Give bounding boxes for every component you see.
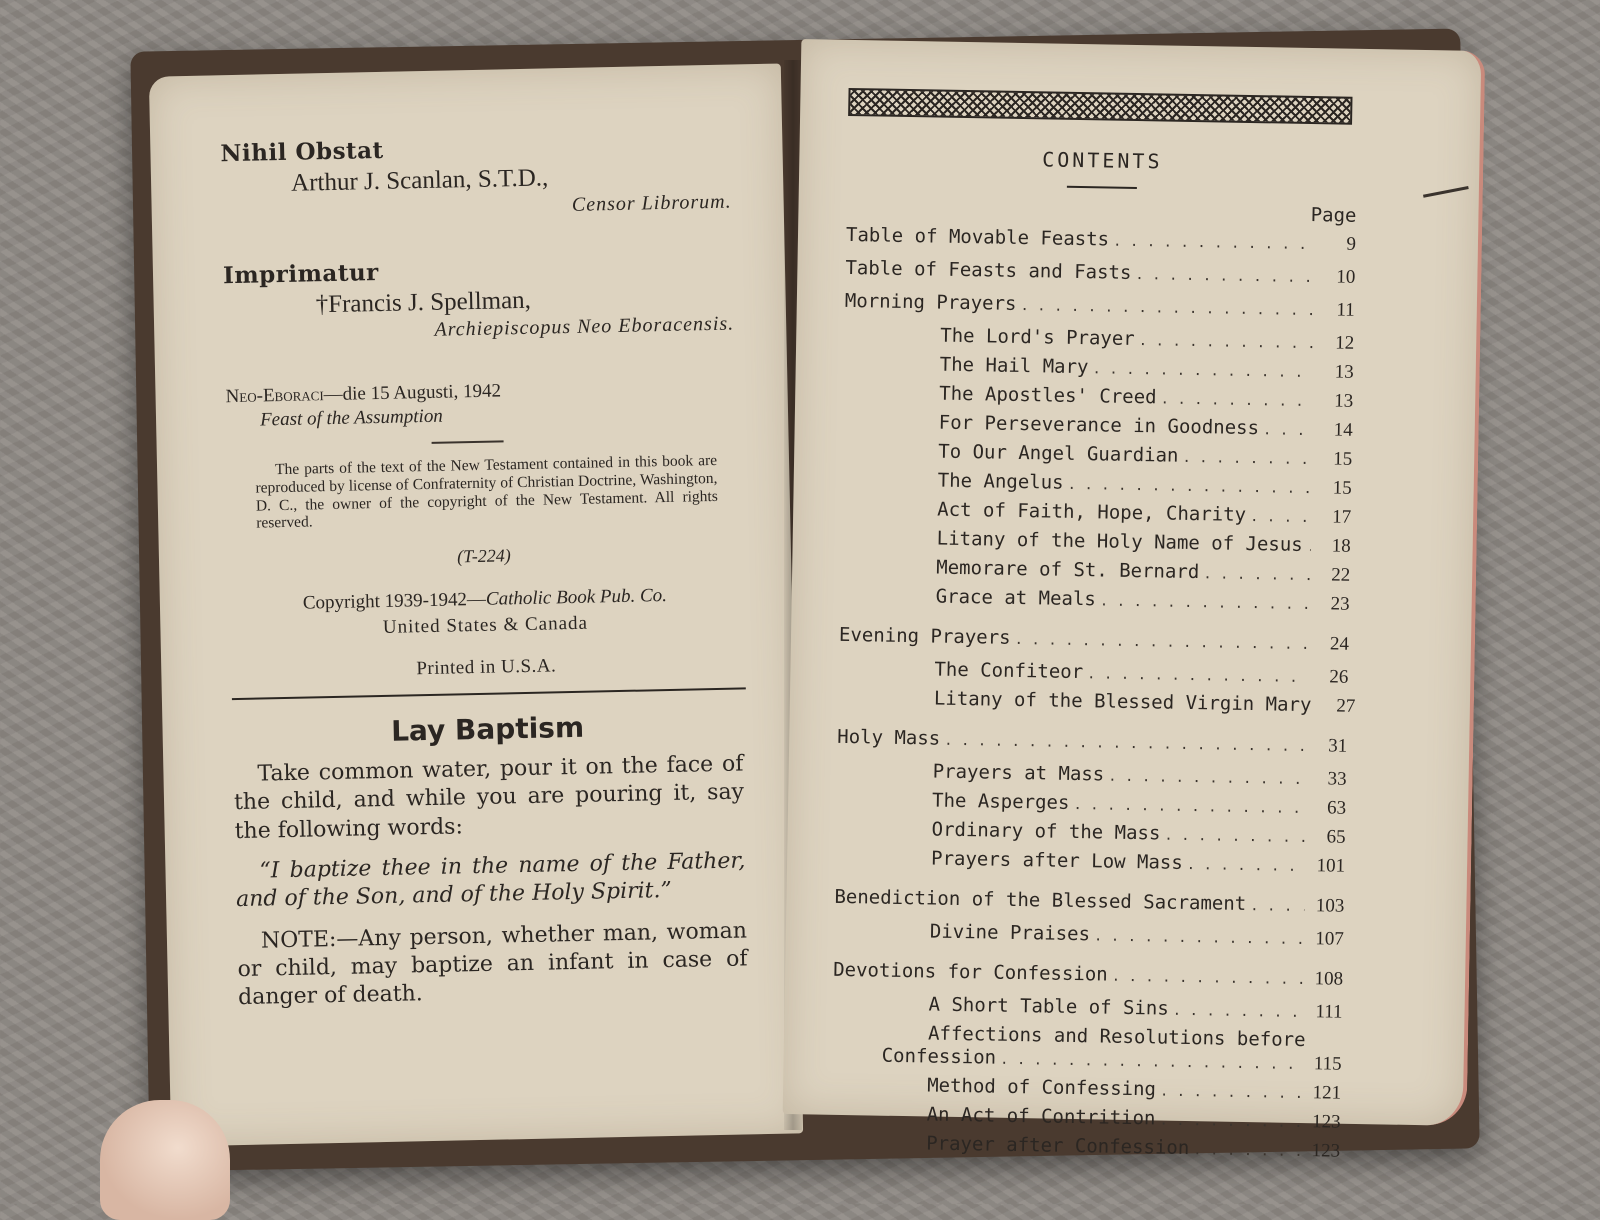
toc-leader-dots <box>1160 1081 1302 1106</box>
toc-entry-title: Method of Confessing <box>927 1074 1156 1101</box>
imprimatur-heading: Imprimatur <box>223 252 733 290</box>
place-prefix: Neo-Eboraci <box>225 384 324 407</box>
toc-leader-dots <box>1135 260 1316 294</box>
copyright-notice: The parts of the text of the New Testament contained in this book are reproduced by license of Confraternity of Christian Doctrine, Washington, D. C., the owner of the copyright of the New Testament. All rights reserved. <box>255 452 718 533</box>
toc-leader-dots <box>944 726 1308 763</box>
toc-entry <box>833 955 1343 997</box>
toc-entry-title: Confession <box>881 1045 996 1070</box>
toc-entry <box>900 1132 1340 1165</box>
toc-leader-dots <box>1111 962 1303 996</box>
toc-entry-title: Act of Faith, Hope, Charity <box>937 499 1246 527</box>
toc-entry-page: 22 <box>1314 563 1350 587</box>
toc-entry-title: A Short Table of Sins <box>928 993 1169 1020</box>
toc-entry-title: The Lord's Prayer <box>940 325 1135 351</box>
toc-entry-page: 24 <box>1313 628 1350 660</box>
nihil-obstat-heading: Nihil Obstat <box>220 130 730 168</box>
toc-entry-title: Table of Feasts and Fasts <box>845 253 1131 289</box>
toc-entry <box>914 353 1354 386</box>
feast-line: Feast of the Assumption <box>260 400 736 432</box>
toc-leader-dots <box>1087 663 1309 690</box>
toc-entry-title: Litany of the Blessed Virgin Mary <box>934 688 1312 718</box>
toc-entry-title: Affections and Resolutions before <box>928 1022 1306 1052</box>
toc-leader-dots <box>1067 474 1312 501</box>
toc-entry <box>837 722 1347 764</box>
toc-entry-title: To Our Angel Guardian <box>938 441 1179 468</box>
toc-entry-title: For Perseverance in Goodness <box>939 412 1260 441</box>
table-of-contents <box>830 220 1356 1165</box>
toc-leader-dots <box>1182 447 1312 472</box>
lay-baptism-title: Lay Baptism <box>232 708 743 752</box>
toc-entry-page: 26 <box>1312 665 1348 689</box>
toc-leader-dots <box>1250 891 1305 923</box>
toc-entry <box>912 440 1352 473</box>
toc-entry-page: 15 <box>1315 476 1351 500</box>
ornamental-border <box>848 88 1352 125</box>
toc-entry-page: 18 <box>1314 534 1350 558</box>
toc-entry-page: 31 <box>1311 730 1348 762</box>
contents-title: CONTENTS <box>847 144 1357 177</box>
toc-entry-title: The Hail Mary <box>940 354 1089 380</box>
section-rule <box>232 688 746 701</box>
toc-leader-dots <box>1164 825 1306 850</box>
toc-entry-title: The Apostles' Creed <box>939 383 1157 410</box>
toc-entry <box>901 1074 1341 1107</box>
bishop-name: †Francis J. Spellman, <box>315 283 733 320</box>
toc-leader-dots <box>1193 1139 1300 1164</box>
toc-entry-page: 121 <box>1305 1081 1341 1105</box>
toc-entry <box>905 847 1345 880</box>
toc-entry-title: Memorare of St. Bernard <box>936 557 1199 585</box>
toc-entry-title: The Asperges <box>932 790 1070 815</box>
toc-leader-dots <box>1306 536 1310 559</box>
pencil-mark <box>1423 186 1469 198</box>
toc-entry <box>911 498 1351 531</box>
toc-entry <box>914 324 1354 357</box>
toc-entry <box>905 818 1345 851</box>
toc-entry-page: 17 <box>1315 505 1351 529</box>
toc-entry-title: Litany of the Holy Name of Jesus <box>937 528 1303 557</box>
toc-entry <box>910 556 1350 589</box>
publisher-name: Catholic Book Pub. Co. <box>486 585 667 610</box>
toc-entry-title: Benediction of the Blessed Sacrament <box>834 882 1246 920</box>
toc-entry-page: 115 <box>1305 1052 1341 1076</box>
baptism-note: NOTE:—Any person, whether man, woman or child, may baptize an infant in case of danger of death. <box>237 917 749 1012</box>
place-date-text: —die 15 Augusti, 1942 <box>323 380 501 405</box>
toc-entry <box>913 411 1353 444</box>
toc-entry <box>909 585 1349 618</box>
toc-entry-page: 123 <box>1304 1139 1340 1163</box>
toc-leader-dots <box>1014 625 1309 661</box>
toc-leader-dots <box>1100 590 1310 617</box>
toc-leader-dots <box>1203 563 1310 588</box>
toc-entry-page: 10 <box>1319 261 1356 293</box>
toc-entry-title: Ordinary of the Mass <box>931 819 1160 846</box>
left-page-content <box>220 130 748 1013</box>
countries-line: United States & Canada <box>230 610 740 643</box>
toc-entry <box>906 760 1346 793</box>
toc-entry-title: Divine Praises <box>930 920 1091 946</box>
toc-leader-dots <box>1073 794 1306 821</box>
toc-leader-dots <box>1108 766 1307 792</box>
toc-entry-title: Holy Mass <box>837 722 940 755</box>
right-page-content <box>830 88 1359 1165</box>
printed-line: Printed in U.S.A. <box>231 652 741 685</box>
toc-leader-dots <box>1000 1049 1302 1077</box>
toc-entry-title: Devotions for Confession <box>833 955 1108 991</box>
toc-entry-page: 101 <box>1309 854 1345 878</box>
toc-entry-page: 23 <box>1313 592 1349 616</box>
toc-entry-page: 111 <box>1306 1000 1342 1024</box>
toc-entry-title: An Act of Contrition <box>926 1103 1155 1130</box>
baptism-words: “I baptize thee in the name of the Father, and of the Son, and of the Holy Spirit.” <box>235 847 746 914</box>
page-column-header: Page <box>846 196 1356 227</box>
censor-name: Arthur J. Scanlan, S.T.D., <box>291 161 731 198</box>
toc-leader-dots <box>1250 506 1312 530</box>
toc-leader-dots <box>1159 1110 1301 1135</box>
divider-rule <box>432 440 504 444</box>
toc-entry-title: Morning Prayers <box>845 286 1017 320</box>
thumb <box>100 1100 230 1220</box>
censor-title: Censor Librorum. <box>221 191 731 225</box>
toc-leader-dots <box>1113 227 1316 262</box>
left-page <box>149 63 803 1146</box>
toc-entry-title: The Angelus <box>938 470 1064 495</box>
toc-entry-title: Prayer after Confession <box>926 1132 1189 1160</box>
toc-entry <box>906 789 1346 822</box>
toc-entry <box>900 1103 1340 1136</box>
toc-entry-page: 33 <box>1310 767 1346 791</box>
toc-entry-title: Prayers at Mass <box>932 761 1104 787</box>
toc-entry-page: 27 <box>1319 694 1355 718</box>
toc-entry-title: Evening Prayers <box>839 620 1011 654</box>
right-page <box>783 39 1486 1126</box>
toc-entry-page: 65 <box>1309 825 1345 849</box>
contents-rule <box>1067 186 1137 189</box>
toc-entry-page: 12 <box>1318 331 1354 355</box>
toc-entry <box>908 658 1348 691</box>
toc-entry-page: 63 <box>1310 796 1346 820</box>
toc-entry <box>839 620 1349 662</box>
toc-entry-page: 107 <box>1308 927 1344 951</box>
toc-entry <box>834 882 1344 924</box>
toc-leader-dots <box>1263 419 1313 443</box>
toc-leader-dots <box>1160 388 1313 414</box>
toc-entry-page: 11 <box>1319 294 1356 326</box>
copyright-years: Copyright 1939-1942— <box>303 589 487 614</box>
toc-leader-dots <box>1138 330 1314 356</box>
toc-leader-dots <box>1092 358 1314 385</box>
toc-entry-page: 15 <box>1316 447 1352 471</box>
toc-entry-title: The Confiteor <box>934 659 1083 685</box>
toc-entry-title: Table of Movable Feasts <box>846 220 1110 256</box>
toc-entry <box>902 993 1342 1026</box>
toc-leader-dots <box>1020 291 1315 327</box>
toc-entry <box>904 920 1344 953</box>
toc-entry-page: 13 <box>1317 389 1353 413</box>
toc-leader-dots <box>1187 854 1306 879</box>
toc-entry-page <box>1313 1046 1349 1047</box>
toc-entry-page: 108 <box>1307 963 1344 995</box>
toc-entry <box>908 687 1348 720</box>
toc-entry-title: Prayers after Low Mass <box>931 848 1183 875</box>
toc-entry <box>913 382 1353 415</box>
toc-entry-page: 13 <box>1318 360 1354 384</box>
toc-entry <box>912 469 1352 502</box>
toc-entry-page: 103 <box>1308 890 1345 922</box>
bishop-title: Archiepiscopus Neo Eboracensis. <box>224 313 734 347</box>
toc-entry-title: Grace at Meals <box>936 586 1097 612</box>
catalog-code: (T-224) <box>229 541 739 573</box>
toc-entry-page: 14 <box>1316 418 1352 442</box>
toc-leader-dots <box>1094 925 1304 952</box>
toc-entry-page: 123 <box>1304 1110 1340 1134</box>
toc-entry <box>910 527 1350 560</box>
toc-entry-page: 9 <box>1320 228 1357 260</box>
baptism-instructions: Take common water, pour it on the face of the child, and while you are pouring it, say the following words: <box>233 751 745 846</box>
toc-leader-dots <box>1173 1000 1303 1025</box>
